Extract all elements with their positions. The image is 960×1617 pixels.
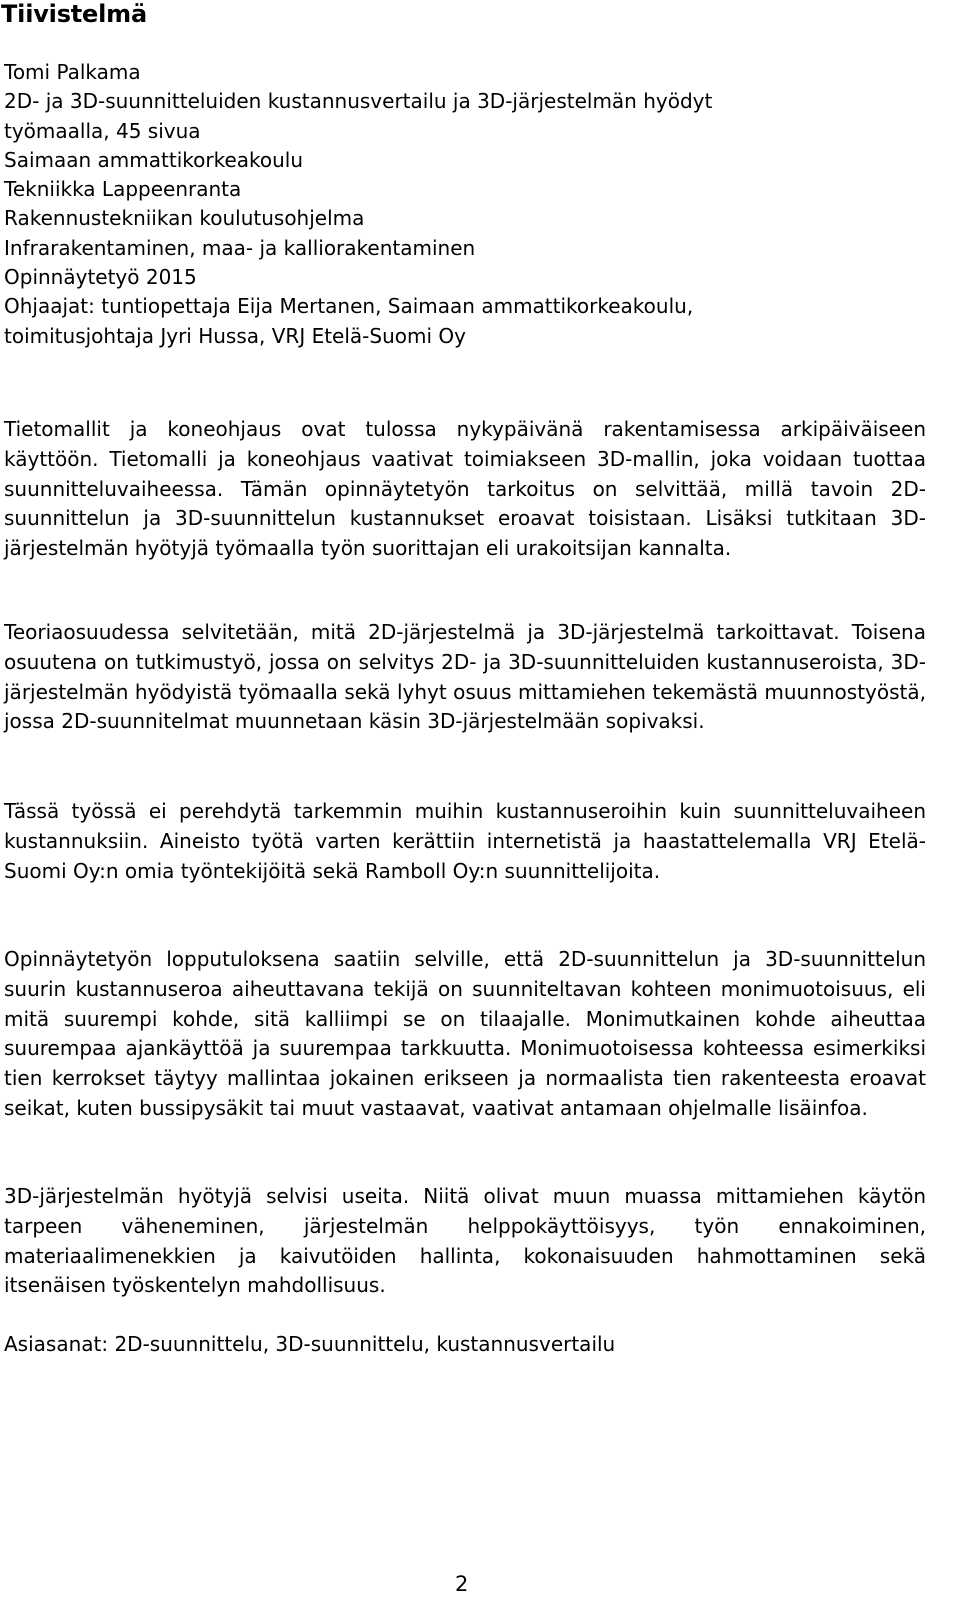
- keywords: Asiasanat: 2D-suunnittelu, 3D-suunnittelu, kustannusvertailu: [4, 1332, 616, 1356]
- supervisors-line-2: toimitusjohtaja Jyri Hussa, VRJ Etelä-Suomi Oy: [4, 323, 466, 348]
- institution: Saimaan ammattikorkeakoulu: [4, 147, 304, 172]
- supervisors-line-1: Ohjaajat: tuntiopettaja Eija Mertanen, Saimaan ammattikorkeakoulu,: [4, 294, 694, 319]
- abstract-paragraph-3: Tässä työssä ei perehdytä tarkemmin muihin kustannuseroihin kuin suunnitteluvaiheen kustannuksiin. Aineisto työtä varten kerättiin internetistä ja haastattelemalla VRJ Etelä-Suomi Oy:n omia työntekijöitä sekä Ramboll Oy:n suunnittelijoita.: [4, 799, 926, 883]
- degree-programme: Rakennustekniikan koulutusohjelma: [4, 206, 365, 231]
- page-number: 2: [455, 1572, 469, 1596]
- abstract-paragraph-2: Teoriaosuudessa selvitetään, mitä 2D-järjestelmä ja 3D-järjestelmä tarkoittavat. Toisena osuutena on tutkimustyö, jossa on selvitys 2D- ja 3D-suunnitteluiden kustannuseroista, 3D-järjestelmän hyödyistä työmaalla sekä lyhyt osuus mittamiehen tekemästä muunnostyöstä, jossa 2D-suunnitelmat muunnetaan käsin 3D-järjestelmään sopivaksi.: [4, 620, 926, 734]
- thesis-title-line-2: työmaalla, 45 sivua: [4, 118, 201, 143]
- author-name: Tomi Palkama: [4, 60, 141, 84]
- specialisation: Infrarakentaminen, maa- ja kalliorakentaminen: [4, 235, 476, 260]
- page-heading: Tiivistelmä: [1, 0, 147, 28]
- thesis-metadata: [4, 58, 934, 351]
- abstract-paragraph-1: Tietomallit ja koneohjaus ovat tulossa nykypäivänä rakentamisessa arkipäiväiseen käyttöön. Tietomalli ja koneohjaus vaativat toimiakseen 3D-mallin, joka voidaan tuottaa suunnitteluvaiheessa. Tämän opinnäytetyön tarkoitus on selvittää, millä tavoin 2D-suunnittelun ja 3D-suunnittelun kustannukset eroavat toisistaan. Lisäksi tutkitaan 3D-järjestelmän hyötyjä työmaalla työn suorittajan eli urakoitsijan kannalta.: [4, 417, 926, 561]
- abstract-paragraph-5: 3D-järjestelmän hyötyjä selvisi useita. Niitä olivat muun muassa mittamiehen käytön tarpeen väheneminen, järjestelmän helppokäyttöisyys, työn ennakoiminen, materiaalimenekkien ja kaivutöiden hallinta, kokonaisuuden hahmottaminen sekä itsenäisen työskentelyn mahdollisuus.: [4, 1184, 926, 1298]
- abstract-paragraph-4: Opinnäytetyön lopputuloksena saatiin selville, että 2D-suunnittelun ja 3D-suunnittelun suurin kustannuseroa aiheuttavana tekijä on suunniteltavan kohteen monimuotoisuus, eli mitä suurempi kohde, sitä kalliimpi se on tilaajalle. Monimutkainen kohde aiheuttaa suurempaa ajankäyttöä ja suurempaa tarkkuutta. Monimuotoisessa kohteessa esimerkiksi tien kerrokset täytyy mallintaa jokainen erikseen ja normaalista tien rakenteesta eroavat seikat, kuten bussipysäkit tai muut vastaavat, vaativat antamaan ohjelmalle lisäinfoa.: [4, 947, 926, 1120]
- thesis-title-line-1: 2D- ja 3D-suunnitteluiden kustannusvertailu ja 3D-järjestelmän hyödyt: [4, 89, 713, 114]
- faculty: Tekniikka Lappeenranta: [4, 177, 242, 202]
- thesis-year: Opinnäytetyö 2015: [4, 265, 197, 290]
